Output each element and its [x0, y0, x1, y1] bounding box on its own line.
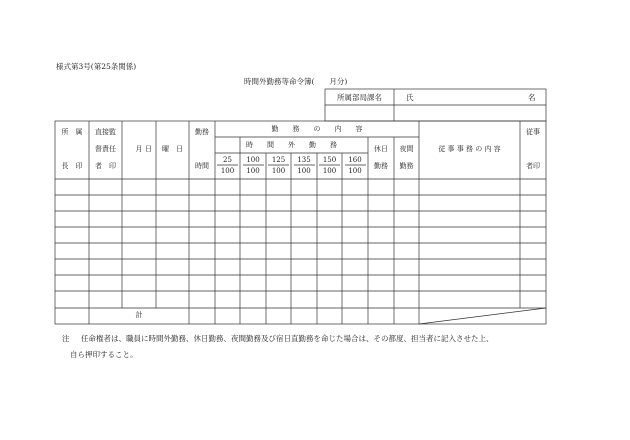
col-night-2: 勤務: [399, 162, 414, 170]
rate-den: 100: [297, 167, 311, 175]
form-number: 様式第3号(第25条関係): [56, 62, 137, 71]
col-chokusetsu-3: 者 印: [95, 162, 116, 170]
col-shozoku-bottom: 長 印: [61, 162, 83, 170]
rate-den: 100: [246, 167, 260, 175]
col-duty-content: 従 事 事 務 の 内 容: [438, 145, 501, 153]
rate-den: 100: [348, 167, 362, 175]
total-label: 計: [135, 311, 143, 319]
col-month: 月: [135, 145, 143, 153]
rate-num: 125: [271, 156, 286, 164]
name-label-left: 氏: [406, 93, 414, 102]
content-header: 勤 務 の 内 容: [271, 125, 363, 133]
col-chokusetsu-2: 督責任: [95, 145, 116, 153]
col-holiday-1: 休日: [374, 145, 388, 153]
col-worker-1: 従事: [526, 128, 540, 136]
rate-num: 160: [348, 156, 362, 164]
col-shozoku-top: 所 属: [61, 128, 83, 136]
col-weekday: 曜 日: [162, 145, 183, 153]
col-kinmu-1: 勤務: [195, 128, 209, 136]
col-holiday-2: 勤務: [374, 162, 388, 170]
col-chokusetsu-1: 直接監: [95, 128, 116, 136]
note-line-1: 任命権者は、職員に時間外勤務、休日勤務、夜間勤務及び宿日直勤務を命じた場合は、その都度、担当者に記入させた上、: [81, 334, 494, 343]
col-worker-2: 者印: [526, 162, 540, 170]
rate-num: 25: [223, 156, 232, 164]
rate-den: 100: [220, 167, 235, 175]
col-kinmu-2: 時間: [195, 162, 209, 170]
col-day: 日: [145, 145, 152, 153]
note-prefix: 注: [62, 334, 70, 343]
rate-den: 100: [271, 167, 286, 175]
name-label-right: 名: [528, 93, 536, 102]
dept-label: 所属部局課名: [337, 93, 382, 102]
rate-num: 150: [322, 156, 337, 164]
col-night-1: 夜間: [399, 145, 414, 153]
overtime-label: 時 間 外 勤 務: [246, 141, 337, 149]
note-line-2: 自ら押印すること。: [70, 350, 138, 359]
rate-num: 135: [297, 156, 311, 164]
rate-den: 100: [322, 167, 337, 175]
page-title: 時間外勤務等命令簿( 月分): [244, 77, 348, 86]
total-diagonal: [419, 308, 546, 324]
rate-num: 100: [246, 156, 260, 164]
